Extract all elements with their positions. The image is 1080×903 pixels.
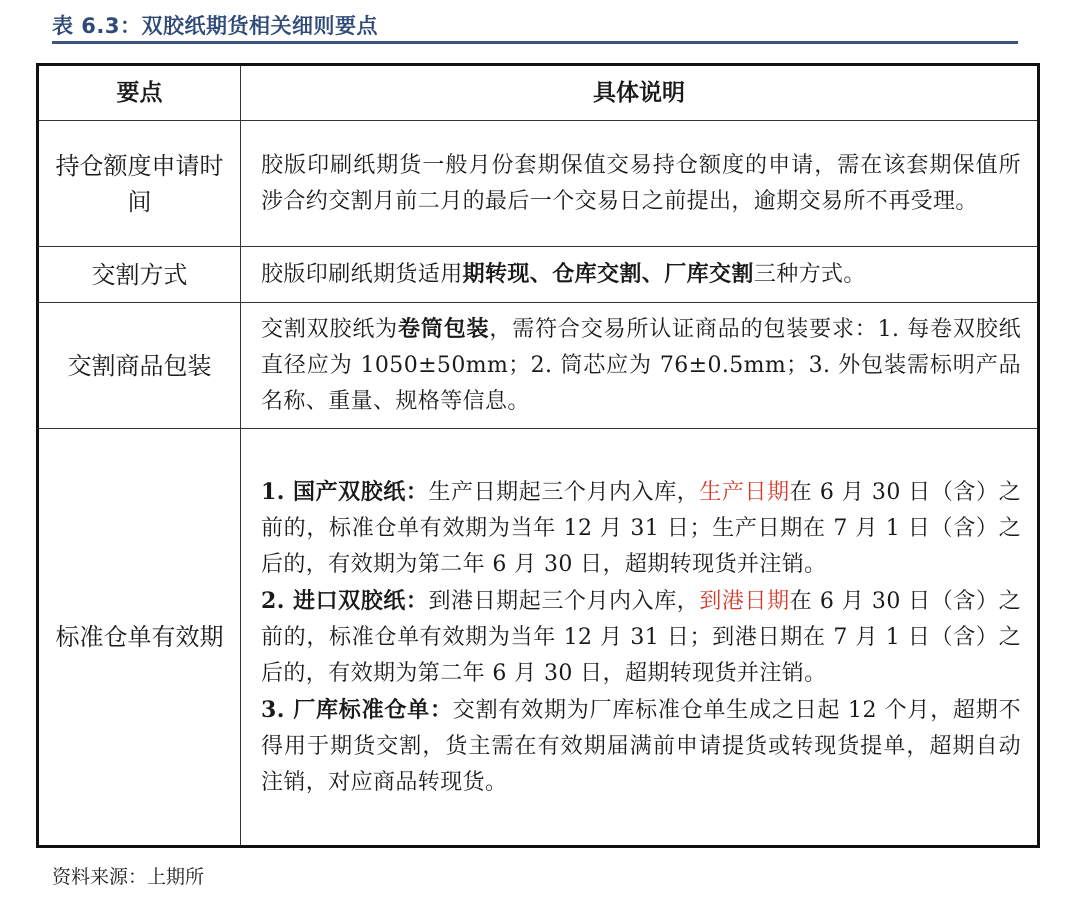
table-row <box>38 247 1039 303</box>
row-description <box>241 429 1039 847</box>
item-label: 1. 国产双胶纸： <box>261 478 429 505</box>
desc-bold: 期转现、仓库交割、厂库交割 <box>462 261 754 287</box>
row-description <box>241 247 1039 303</box>
item-highlight: 到港日期 <box>699 588 790 614</box>
header-description: 具体说明 <box>241 65 1039 121</box>
list-item <box>261 692 1021 801</box>
table-row <box>38 429 1039 847</box>
row-key: 交割商品包装 <box>38 303 241 429</box>
row-key: 标准仓单有效期 <box>38 429 241 847</box>
table-row <box>38 121 1039 247</box>
row-description: 胶版印刷纸期货一般月份套期保值交易持仓额度的申请，需在该套期保值所涉合约交割月前二月的最后一个交易日之前提出，逾期交易所不再受理。 <box>241 121 1039 247</box>
item-text: 到港日期起三个月内入库， <box>428 588 700 614</box>
desc-text: 三种方式。 <box>753 262 866 287</box>
row-key: 交割方式 <box>38 247 241 303</box>
row-key: 持仓额度申请时间 <box>38 121 241 247</box>
rules-table <box>36 63 1040 848</box>
desc-text: ，需符合交易所认证商品的包装要求：1. 每卷双胶纸直径应为 1050±50mm；2. 筒芯应为 76±0.5mm；3. 外包装需标明产品名称、重量、规格等信息。 <box>261 317 1021 414</box>
desc-text: 胶版印刷纸期货适用 <box>261 262 463 287</box>
table-header-row <box>38 65 1039 121</box>
item-label: 3. 厂库标准仓单： <box>261 696 453 723</box>
item-highlight: 生产日期 <box>699 479 790 505</box>
item-text: 在 6 月 30 日（含）之前的，标准仓单有效期为当年 12 月 31 日；生产日期在 7 月 1 日（含）之后的，有效期为第二年 6 月 30 日，超期转现货并注销。 <box>261 479 1021 577</box>
item-text: 交割有效期为厂库标准仓单生成之日起 12 个月，超期不得用于期货交割，货主需在有效期届满前申请提货或转现货提单，超期自动注销，对应商品转现货。 <box>261 697 1021 795</box>
table-caption: 表 6.3：双胶纸期货相关细则要点 <box>52 14 379 38</box>
table-row <box>38 303 1039 429</box>
item-text: 在 6 月 30 日（含）之前的，标准仓单有效期为当年 12 月 31 日；到港日期在 7 月 1 日（含）之后的，有效期为第二年 6 月 30 日，超期转现货并注销。 <box>261 588 1021 686</box>
source-note: 资料来源：上期所 <box>52 866 205 888</box>
desc-bold: 卷筒包装 <box>398 316 490 342</box>
item-label: 2. 进口双胶纸： <box>261 587 429 614</box>
list-item <box>261 583 1021 692</box>
row-description <box>241 303 1039 429</box>
header-key: 要点 <box>38 65 241 121</box>
item-text: 生产日期起三个月内入库， <box>428 479 700 505</box>
list-item <box>261 474 1021 583</box>
caption-divider <box>52 41 1018 44</box>
desc-text: 交割双胶纸为 <box>261 317 399 342</box>
